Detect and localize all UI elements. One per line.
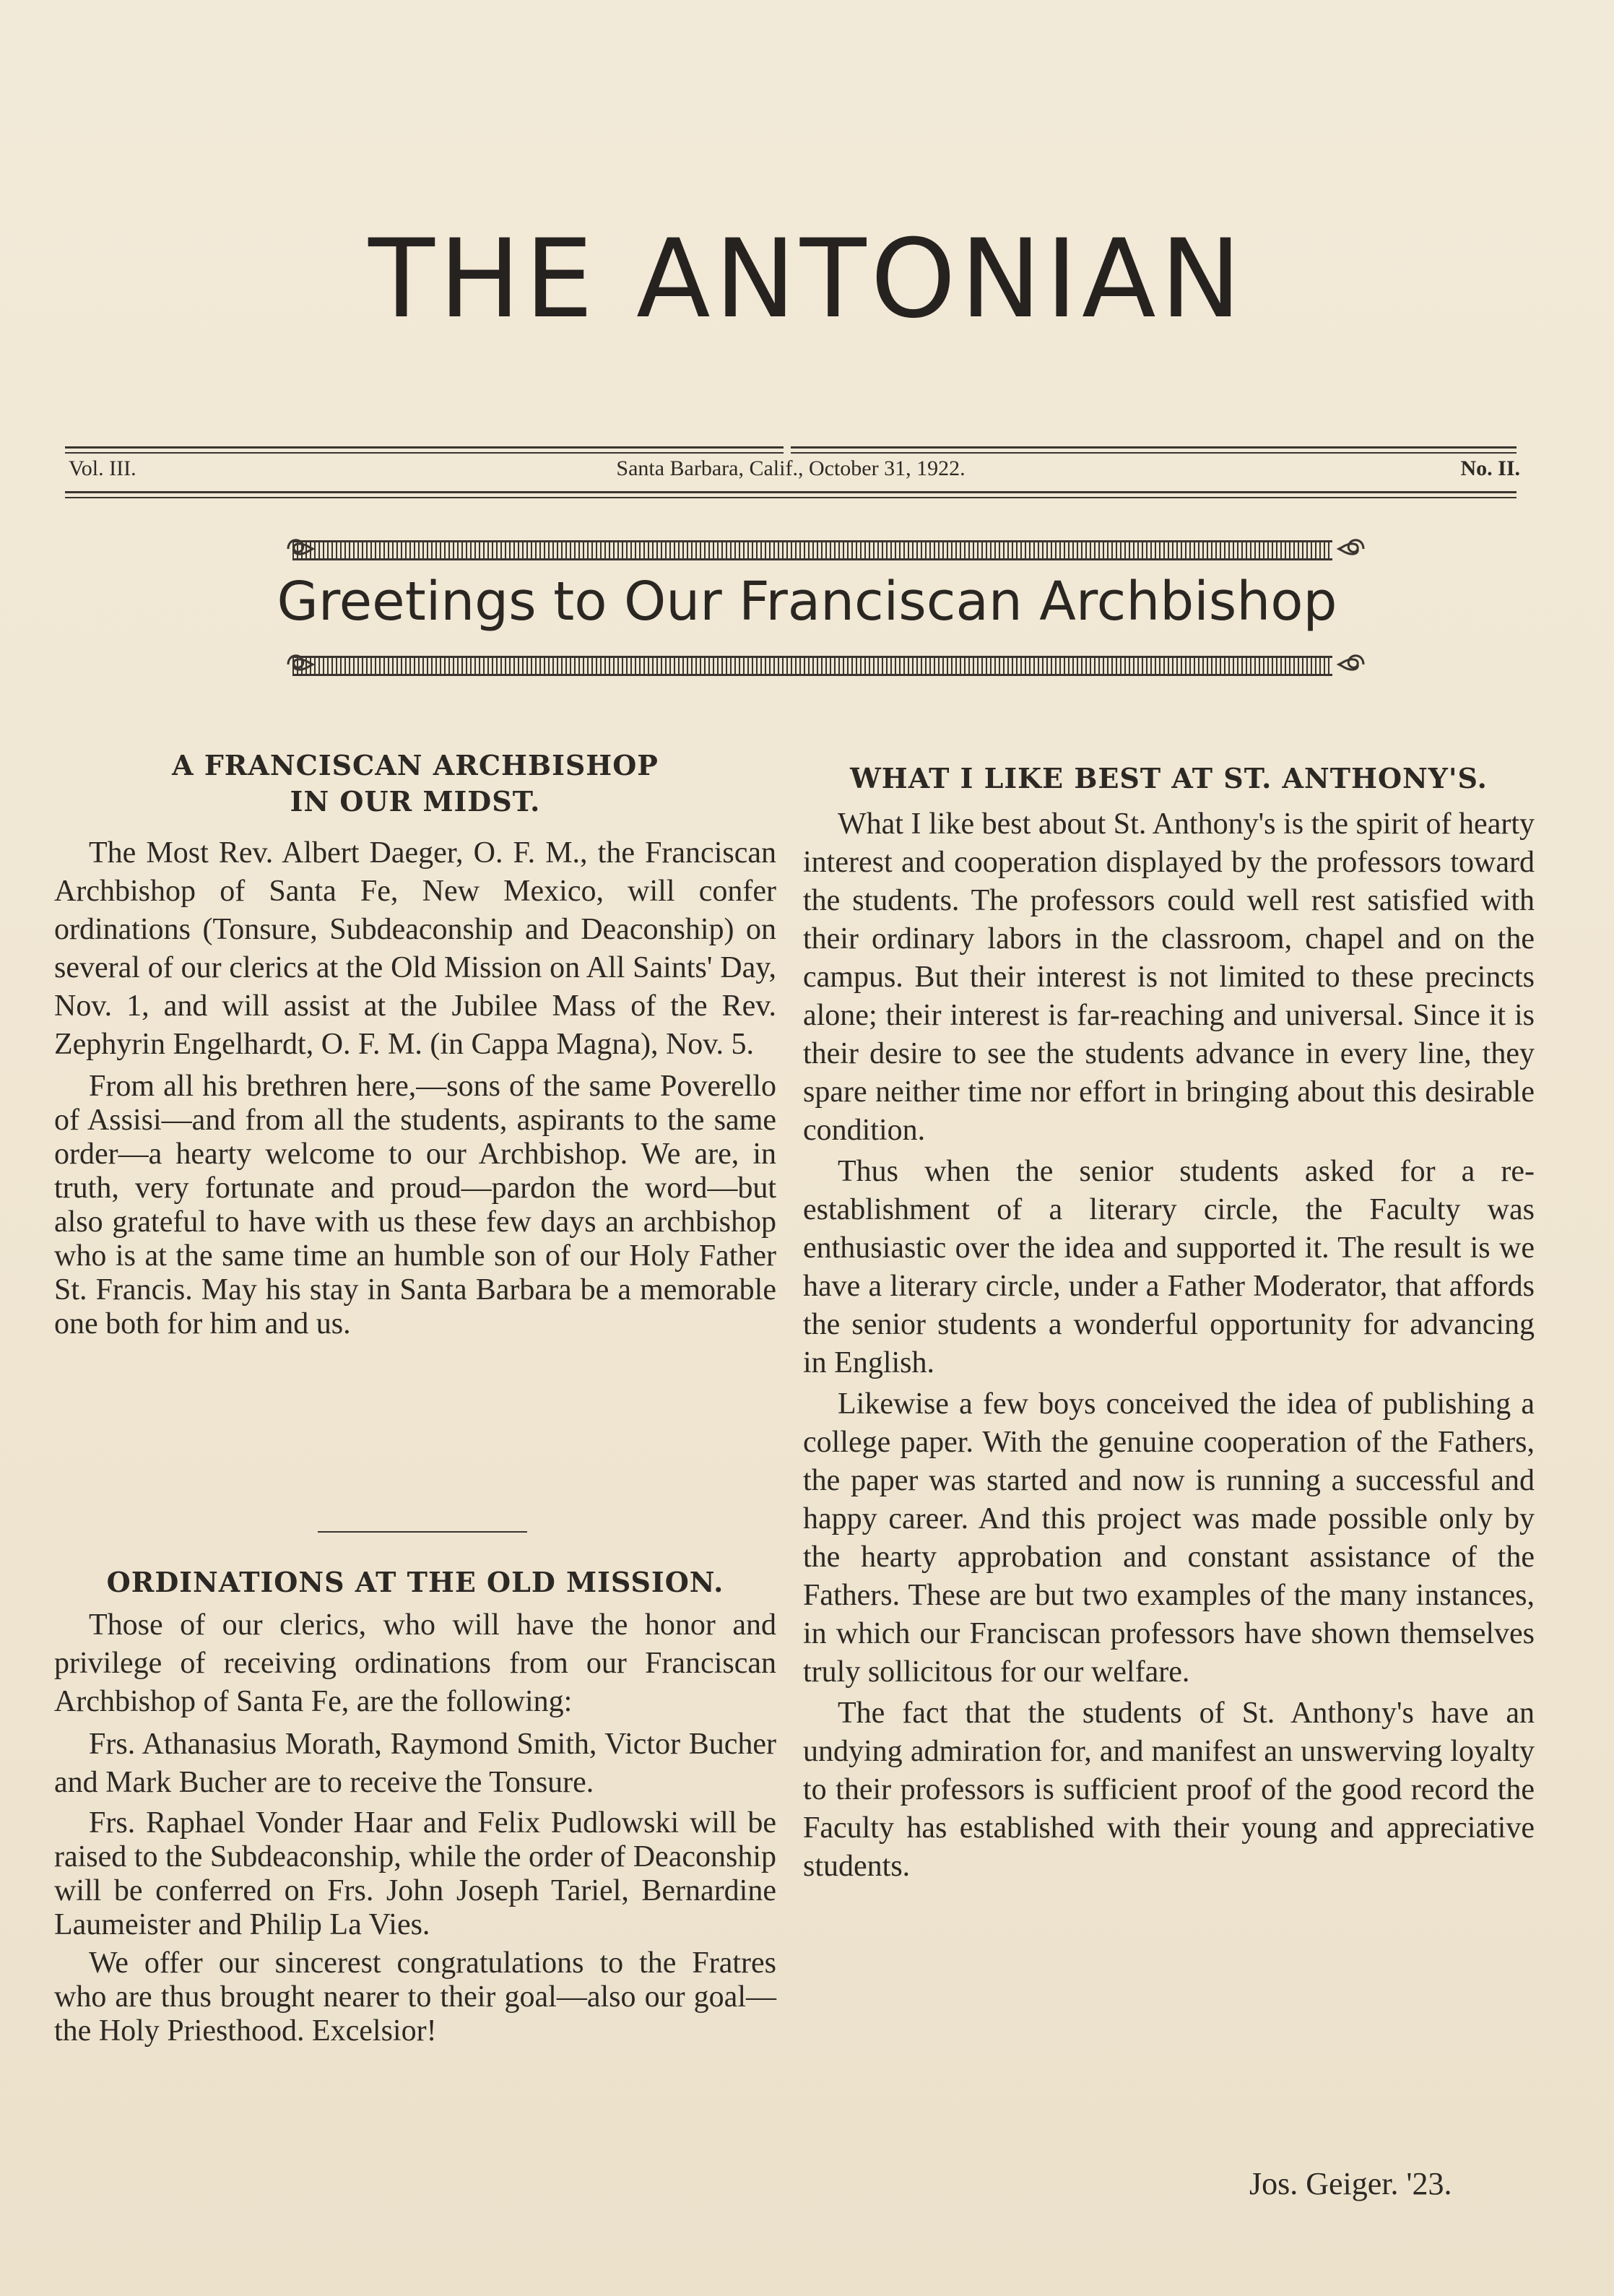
- article-title: IN OUR MIDST.: [290, 785, 541, 818]
- article-paragraph: Those of our clerics, who will have the honor and privilege of receiving ordinations from our Franciscan Archbishop of Santa Fe, are the following:: [54, 1608, 776, 1718]
- masthead-rule: [65, 446, 784, 449]
- masthead: THE ANTONIAN: [368, 217, 1246, 342]
- issue-number: No. II.: [1460, 456, 1520, 480]
- article-ordinations: [54, 1564, 776, 2048]
- dateline: [69, 456, 1520, 485]
- article-paragraph: The Most Rev. Albert Daeger, O. F. M., the Franciscan Archbishop of Santa Fe, New Mexico, will confer ordinations (Tonsure, Subdeaconship and Deaconship) on several of our clerics at the Old Mission on All Saints' Day, Nov. 1, and will assist at the Jubilee Mass of the Rev. Zephyrin Engelhardt, O. F. M. (in Cappa Magna), Nov. 5.: [54, 836, 776, 1061]
- section-divider: [318, 1531, 527, 1533]
- article-title: WHAT I LIKE BEST AT ST. ANTHONY'S.: [850, 762, 1488, 794]
- masthead-rule: [791, 446, 1517, 449]
- banner-bar: [292, 540, 1332, 560]
- volume-number: Vol. III.: [69, 456, 136, 480]
- article-archbishop: [54, 748, 776, 1341]
- article-title: A FRANCISCAN ARCHBISHOP: [172, 749, 659, 781]
- article-paragraph: From all his brethren here,—sons of the same Poverello of Assisi—and from all the students, aspirants to the same order—a hearty welcome to our Archbishop. We are, in truth, very fortunate and proud—pardon the word—but also grateful to have with us these few days an archbishop who is at the same time an humble son of our Holy Father St. Francis. May his stay in Santa Barbara be a memorable one both for him and us.: [54, 1070, 776, 1340]
- masthead-rule: [65, 452, 784, 454]
- article-paragraph: We offer our sincerest congratulations to the Fratres who are thus brought nearer to their goal—also our goal—the Holy Priesthood. Excelsior!: [54, 1946, 776, 2048]
- author-signature: Jos. Geiger. '23.: [1249, 2166, 1452, 2201]
- article-like-best: [803, 761, 1535, 1886]
- article-title: ORDINATIONS AT THE OLD MISSION.: [106, 1566, 724, 1598]
- article-paragraph: The fact that the students of St. Anthony's have an undying admiration for, and manifest an unswerving loyalty to their professors is sufficient proof of the good record the Faculty has established with their young and appreciative students.: [803, 1697, 1535, 1883]
- article-paragraph: Thus when the senior students asked for a re-establishment of a literary circle, the Faculty was enthusiastic over the idea and supported it. The result is we have a literary circle, under a Father Moderator, that affords the senior students a wonderful opportunity for advancing in English.: [803, 1155, 1535, 1379]
- article-paragraph: What I like best about St. Anthony's is the spirit of hearty interest and cooperation displayed by the professors toward the students. The professors could well rest satisfied with their ordinary labors in the classroom, chapel and on the campus. But their interest is not limited to these precincts alone; their interest is far-reaching and universal. Since it is their desire to see the students advance in every line, they spare neither time nor effort in bringing about this desirable condition.: [803, 807, 1535, 1147]
- greeting-headline: Greetings to Our Franciscan Archbishop: [277, 571, 1337, 633]
- article-paragraph: Likewise a few boys conceived the idea of publishing a college paper. With the genuine cooperation of the Fathers, the paper was started and now is running a successful and happy career. And this project was made possible only by the hearty approbation and constant assistance of the Fathers. These are but two examples of the many instances, in which our Franciscan professors have shown themselves truly sollicitous for our welfare.: [803, 1387, 1535, 1689]
- dateline-rule: [65, 497, 1517, 498]
- article-paragraph: Frs. Raphael Vonder Haar and Felix Pudlowski will be raised to the Subdeaconship, while the order of Deaconship will be conferred on Frs. John Joseph Tariel, Bernardine Laumeister and Philip La Vies.: [54, 1806, 776, 1941]
- place-date: Santa Barbara, Calif., October 31, 1922.: [616, 456, 966, 480]
- masthead-rule: [791, 452, 1517, 454]
- ornament-icon: [1336, 533, 1368, 565]
- ornament-icon: [1336, 649, 1368, 680]
- dateline-rule: [65, 491, 1517, 493]
- article-paragraph: Frs. Athanasius Morath, Raymond Smith, Victor Bucher and Mark Bucher are to receive the Tonsure.: [54, 1728, 776, 1799]
- banner-bar: [292, 656, 1332, 676]
